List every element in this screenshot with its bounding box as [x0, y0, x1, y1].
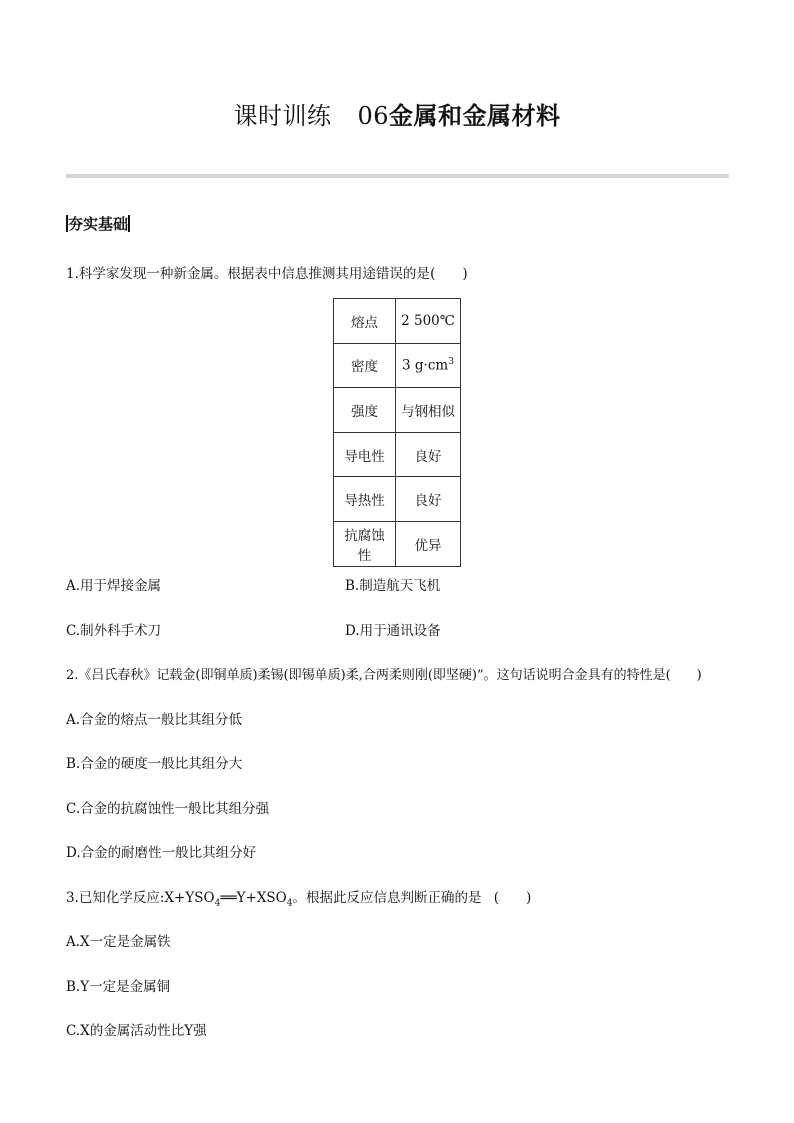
answer-paren: ( ): [430, 266, 468, 282]
reaction-arrow: ══: [220, 890, 237, 906]
q3-stem-part1: 3.已知化学反应:X+YSO: [66, 890, 215, 906]
properties-table: [333, 298, 461, 567]
table-row: [334, 521, 461, 566]
table-cell-key: 导热性: [334, 477, 396, 522]
q2-option-d: D.合金的耐磨性一般比其组分好: [66, 845, 257, 861]
table-cell-value: 与钢相似: [396, 388, 461, 433]
q3-stem-part2: Y+XSO: [236, 890, 287, 906]
q1-option-d: D.用于通讯设备: [345, 623, 441, 639]
table-row: [334, 343, 461, 388]
title-topic: 金属和金属材料: [389, 102, 561, 130]
section-bar-right: [128, 215, 130, 232]
question-1-stem: 1.科学家发现一种新金属。根据表中信息推测其用途错误的是: [66, 266, 430, 282]
table-cell-value: 良好: [396, 432, 461, 477]
table-cell-key: 熔点: [334, 299, 396, 344]
q3-stem-part3: 。根据此反应信息判断正确的是: [292, 890, 482, 906]
q2-option-c: C.合金的抗腐蚀性一般比其组分强: [66, 801, 270, 817]
table-cell-value: 良好: [396, 477, 461, 522]
table-cell-value: 优异: [396, 521, 461, 566]
table-cell-value: [396, 343, 461, 388]
table-row: [334, 432, 461, 477]
answer-paren: ( ): [493, 890, 532, 906]
q3-subscript-1: 4: [214, 898, 221, 909]
section-label: 夯实基础: [68, 215, 129, 233]
question-2-stem: 2.《吕氏春秋》记载金(即铜单质)柔锡(即锡单质)柔,合两柔则刚(即坚硬)”。这句话说明合金具有的特性是( ): [66, 668, 702, 683]
density-value: 3 g·cm: [402, 357, 449, 374]
title-number: 06: [357, 102, 390, 130]
table-cell-key: 导电性: [334, 432, 396, 477]
table-row: [334, 299, 461, 344]
table-row: [334, 477, 461, 522]
q1-option-c: C.制外科手术刀: [66, 623, 162, 639]
title-prefix: 课时训练: [233, 102, 332, 130]
table-cell-key: 抗腐蚀性: [334, 521, 396, 566]
table-row: [334, 388, 461, 433]
table-cell-key: 密度: [334, 343, 396, 388]
question-1: [66, 262, 468, 282]
question-3: [66, 886, 531, 909]
page-title: [0, 96, 794, 131]
q3-option-a: A.X一定是金属铁: [66, 934, 171, 950]
q3-option-c: C.X的金属活动性比Y强: [66, 1023, 207, 1039]
table-cell-key: 强度: [334, 388, 396, 433]
density-exponent: 3: [448, 357, 454, 368]
section-heading: [66, 213, 130, 234]
table-cell-value: 2 500℃: [396, 299, 461, 344]
q1-option-a: A.用于焊接金属: [66, 578, 162, 594]
q3-subscript-2: 4: [286, 898, 293, 909]
divider: [66, 174, 729, 178]
q2-option-a: A.合金的熔点一般比其组分低: [66, 712, 243, 728]
q2-option-b: B.合金的硬度一般比其组分大: [66, 756, 243, 772]
q1-option-b: B.制造航天飞机: [345, 578, 441, 594]
q3-option-b: B.Y一定是金属铜: [66, 979, 171, 995]
